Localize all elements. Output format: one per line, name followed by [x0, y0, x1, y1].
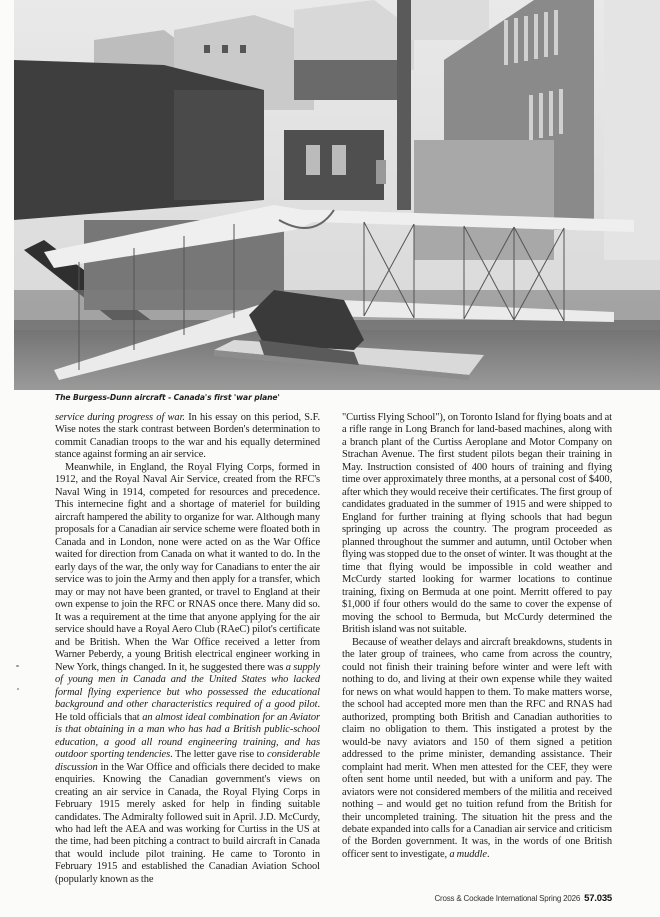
- body-text: .: [486, 848, 490, 860]
- photo-illustration: [14, 0, 660, 390]
- publication-name: Cross & Cockade International Spring 2026: [434, 894, 581, 903]
- paragraph: [342, 412, 612, 637]
- paragraph: [55, 462, 320, 886]
- body-text: Meanwhile, in England, the Royal Flying Corps, formed in 1912, and the Royal Naval Air Service, created from the RFC's Naval Wing in 1914, competed for resources and precedence. This internecine fight and a shortage of materiel for building aircraft hampered the ability to organize for war. Although many proposals for a Canadian air service scheme were floated both in Canada and in London, none were acted on as the War Office waited for direction from Canada on what it wanted to do. In the early days of the war, the only way for Canadians to enter the air service was to join the Army and then apply for a transfer, which may or may not have been granted, or travel to England at their own expense to join the RFC or RNAS once there. Many did so. It was a requirement at the time that anyone applying for the air service should have a Royal Aero Club (RAeC) pilot's certificate and be British. When the War Office received a letter from Warner Peberdy, a young British electrical engineer working in New York, things changed. In it, he suggested there was: [55, 461, 320, 673]
- body-text: "Curtiss Flying School"), on Toronto Island for flying boats and at a rifle range in Long Branch for land-based machines, along with a branch plant of the Curtiss Aeroplane and Motor Company on Strachan Avenue. The first student pilots began their training in May. Instruction consisted of 400 hours of training and flying time over approximately three months, at a personal cost of $400, after which they would receive their certificates. The first group of candidates graduated in the summer of 1915 and were shipped to England for further training at flying schools that had begun springing up across the country. The program proceeded as planned throughout the summer and autumn, until October when flying was stopped due to the onset of winter. It was thought at the time that flying would be impossible in cold weather and McCurdy started looking for warmer locations to continue training, fixing on Bermuda at one point. Merritt offered to pay $1,000 if four others would do the same to cover the expense of moving the school to Bermuda, but McCurdy determined the British island was not suitable.: [342, 412, 612, 636]
- body-text: In his essay on this period, S.F. Wise notes the stark contrast between Borden's determination to commit Canadian troops to the war and his equally determined stance against forming an air service.: [55, 412, 320, 461]
- quote-text: service during progress of war.: [55, 412, 185, 423]
- body-text: . He told officials that: [55, 699, 320, 723]
- quote-text: a supply of young men in Canada and the United States who lacked formal flying experience but who possessed the educational background and other characteristics required of a good pilot: [55, 661, 321, 711]
- body-text: Because of weather delays and aircraft breakdowns, students in the later group of trainees, who came from across the country, could not finish their training before winter and were left with nothing to do, and living at their own expense while they waited for news on what would happen to them. To make matters worse, the school had accepted more men than the RFC and RNAS had authorized, prompting both British and Canadian authorities to claim no obligation to them. This instigated a protest by the would-be navy aviators and 150 of them signed a petition addressed to the prime minister, demanding assistance. Their complaint had merit. When men attested for the CEF, they were often sent home until needed, but with a uniform and pay. The aviators were not considered members of the militia and received nothing – and would get no tuition refund from the British for their uncompleted training. The situation hit the press and the debate expanded into calls for a Canadian air service and criticism of the Borden government. It was, in the words of one British officer sent to investigate,: [342, 636, 612, 860]
- body-text: in the War Office and officials there decided to make enquiries. Knowing the Canadian government's views on creating an air service in Canada, the Royal Flying Corps in February 1915 merely asked for help in finding suitable candidates. The Admiralty followed suit in April. J.D. McCurdy, who had left the AEA and was working for Curtiss in the US at the time, had been pitching a contract to build aircraft in Canada that would include pilot training. He came to Toronto in February 1915 and established the Canadian Aviation School (popularly known as the: [55, 761, 320, 885]
- page-number: 57.035: [584, 893, 612, 904]
- scan-speck: [16, 665, 19, 667]
- page-footer: [420, 893, 612, 904]
- quote-text: considerable discussion: [55, 749, 320, 773]
- burgess-dunn-photo: [14, 0, 660, 390]
- photo-caption: The Burgess-Dunn aircraft - Canada's first 'war plane': [55, 393, 280, 402]
- quote-text: an almost ideal combination for an Aviator is that obtaining in a man who has had a British public-school education, a good all round engineering training, and has outdoor sporting tendencies: [55, 711, 321, 761]
- quote-text: a muddle: [449, 848, 487, 860]
- body-text: . The letter gave rise to: [170, 749, 268, 761]
- article-column-right: [342, 412, 612, 861]
- paragraph: [342, 637, 612, 862]
- scan-speck: [17, 688, 19, 690]
- paragraph: [55, 412, 320, 462]
- article-column-left: [55, 412, 320, 886]
